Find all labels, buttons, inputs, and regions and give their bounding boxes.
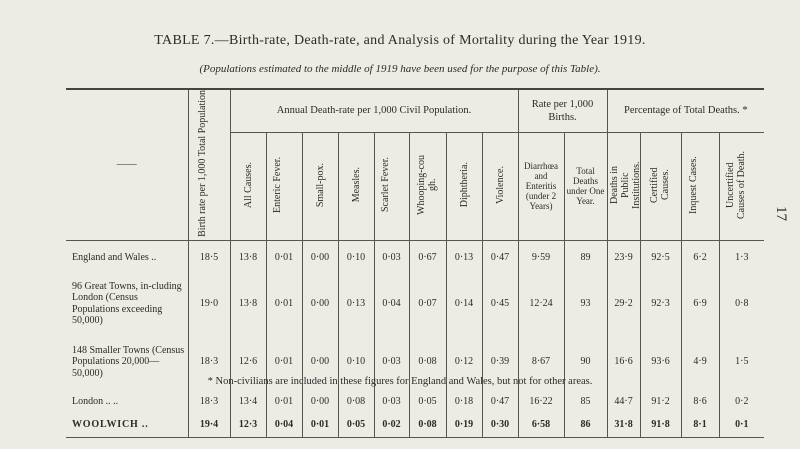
cell: 0·01 <box>302 413 338 438</box>
cell: 13·8 <box>230 274 266 334</box>
cell: 0·1 <box>719 413 764 438</box>
cell: 12·24 <box>518 274 564 334</box>
cell: 29·2 <box>607 274 640 334</box>
col-whooping-cough: Whooping-cough. <box>409 132 446 240</box>
cell: 90 <box>564 334 607 390</box>
footnote: * Non-civilians are included in these figures for England and Wales, but not for other areas. <box>207 376 593 387</box>
annual-death-rate-group-header: Annual Death-rate per 1,000 Civil Population. <box>230 89 518 132</box>
cell: 0·00 <box>302 334 338 390</box>
cell: 0·08 <box>409 334 446 390</box>
birth-rate-header: Birth rate per 1,000 Total Population <box>188 89 230 240</box>
cell: 0·08 <box>409 413 446 438</box>
cell: 8·6 <box>681 390 719 413</box>
row-label: 148 Smaller Towns (Census Populations 20,000—50,000) <box>72 344 185 379</box>
cell: 0·47 <box>482 390 518 413</box>
col-diarrhoea: Diarrhœa and Enteritis (under 2 Years) <box>518 132 564 240</box>
cell: 0·01 <box>266 240 302 274</box>
cell: 0·03 <box>374 240 409 274</box>
table-row <box>66 274 764 334</box>
cell: 13·4 <box>230 390 266 413</box>
cell: 23·9 <box>607 240 640 274</box>
cell: 0·04 <box>374 274 409 334</box>
cell: 19·4 <box>188 413 230 438</box>
cell: 44·7 <box>607 390 640 413</box>
cell: 6·58 <box>518 413 564 438</box>
cell: 0·01 <box>266 334 302 390</box>
cell: 0·67 <box>409 240 446 274</box>
cell: 0·00 <box>302 240 338 274</box>
col-enteric-fever: Enteric Fever. <box>266 132 302 240</box>
cell: 0·01 <box>266 274 302 334</box>
table-row-woolwich <box>66 413 764 438</box>
cell: 0·04 <box>266 413 302 438</box>
cell: 19·0 <box>188 274 230 334</box>
cell: 0·14 <box>446 274 482 334</box>
col-inquest-cases: Inquest Cases. <box>681 132 719 240</box>
cell: 93·6 <box>640 334 681 390</box>
cell: 18·5 <box>188 240 230 274</box>
col-uncertified-causes: Uncertified Causes of Death. <box>719 132 764 240</box>
row-label: England and Wales .. <box>72 251 157 263</box>
cell: 0·47 <box>482 240 518 274</box>
row-label: 96 Great Towns, in-cluding London (Census Populations exceeding 50,000) <box>72 280 182 327</box>
cell: 92·3 <box>640 274 681 334</box>
cell: 0·05 <box>338 413 374 438</box>
cell: 18·3 <box>188 334 230 390</box>
cell: 0·12 <box>446 334 482 390</box>
cell: 0·10 <box>338 240 374 274</box>
cell: 0·01 <box>266 390 302 413</box>
row-label: London .. .. <box>72 395 119 407</box>
table-subtitle: (Populations estimated to the middle of 1919 have been used for the purpose of this Table). <box>199 63 601 75</box>
col-measles: Measles. <box>338 132 374 240</box>
cell: 93 <box>564 274 607 334</box>
cell: 0·00 <box>302 390 338 413</box>
col-all-causes: All Causes. <box>230 132 266 240</box>
cell: 0·13 <box>338 274 374 334</box>
cell: 91·8 <box>640 413 681 438</box>
cell: 0·2 <box>719 390 764 413</box>
cell: 0·07 <box>409 274 446 334</box>
cell: 18·3 <box>188 390 230 413</box>
cell: 0·39 <box>482 334 518 390</box>
cell: 16·22 <box>518 390 564 413</box>
cell: 0·08 <box>338 390 374 413</box>
cell: 31·8 <box>607 413 640 438</box>
table-row <box>66 390 764 413</box>
col-violence: Violence. <box>482 132 518 240</box>
col-total-deaths: Total Deaths under One Year. <box>564 132 607 240</box>
col-diphtheria: Diphtheria. <box>446 132 482 240</box>
cell: 0·02 <box>374 413 409 438</box>
percentage-group-header: Percentage of Total Deaths. * <box>607 89 764 132</box>
cell: 4·9 <box>681 334 719 390</box>
col-public-institutions: Deaths in Public Institutions. <box>607 132 640 240</box>
cell: 0·00 <box>302 274 338 334</box>
cell: 1·3 <box>719 240 764 274</box>
cell: 13·8 <box>230 240 266 274</box>
col-certified-causes: Certified Causes. <box>640 132 681 240</box>
cell: 85 <box>564 390 607 413</box>
cell: 6·9 <box>681 274 719 334</box>
cell: 0·03 <box>374 334 409 390</box>
cell: 91·2 <box>640 390 681 413</box>
rate-per-births-group-header: Rate per 1,000 Births. <box>518 89 607 132</box>
cell: 6·2 <box>681 240 719 274</box>
cell: 0·05 <box>409 390 446 413</box>
cell: 86 <box>564 413 607 438</box>
cell: 0·8 <box>719 274 764 334</box>
cell: 0·45 <box>482 274 518 334</box>
cell: 0·13 <box>446 240 482 274</box>
row-label: WOOLWICH .. <box>66 413 188 438</box>
table-title: TABLE 7.—Birth-rate, Death-rate, and Analysis of Mortality during the Year 1919. <box>154 33 646 48</box>
page-number: 17 <box>773 206 789 221</box>
cell: 0·03 <box>374 390 409 413</box>
cell: 89 <box>564 240 607 274</box>
cell: 0·19 <box>446 413 482 438</box>
row-label-header: —— <box>66 89 188 240</box>
col-scarlet-fever: Scarlet Fever. <box>374 132 409 240</box>
cell: 92·5 <box>640 240 681 274</box>
col-small-pox: Small-pox. <box>302 132 338 240</box>
cell: 9·59 <box>518 240 564 274</box>
cell: 12·6 <box>230 334 266 390</box>
cell: 0·30 <box>482 413 518 438</box>
cell: 8·67 <box>518 334 564 390</box>
cell: 0·18 <box>446 390 482 413</box>
cell: 0·10 <box>338 334 374 390</box>
cell: 8·1 <box>681 413 719 438</box>
table-row <box>66 240 764 274</box>
cell: 12·3 <box>230 413 266 438</box>
cell: 1·5 <box>719 334 764 390</box>
cell: 16·6 <box>607 334 640 390</box>
